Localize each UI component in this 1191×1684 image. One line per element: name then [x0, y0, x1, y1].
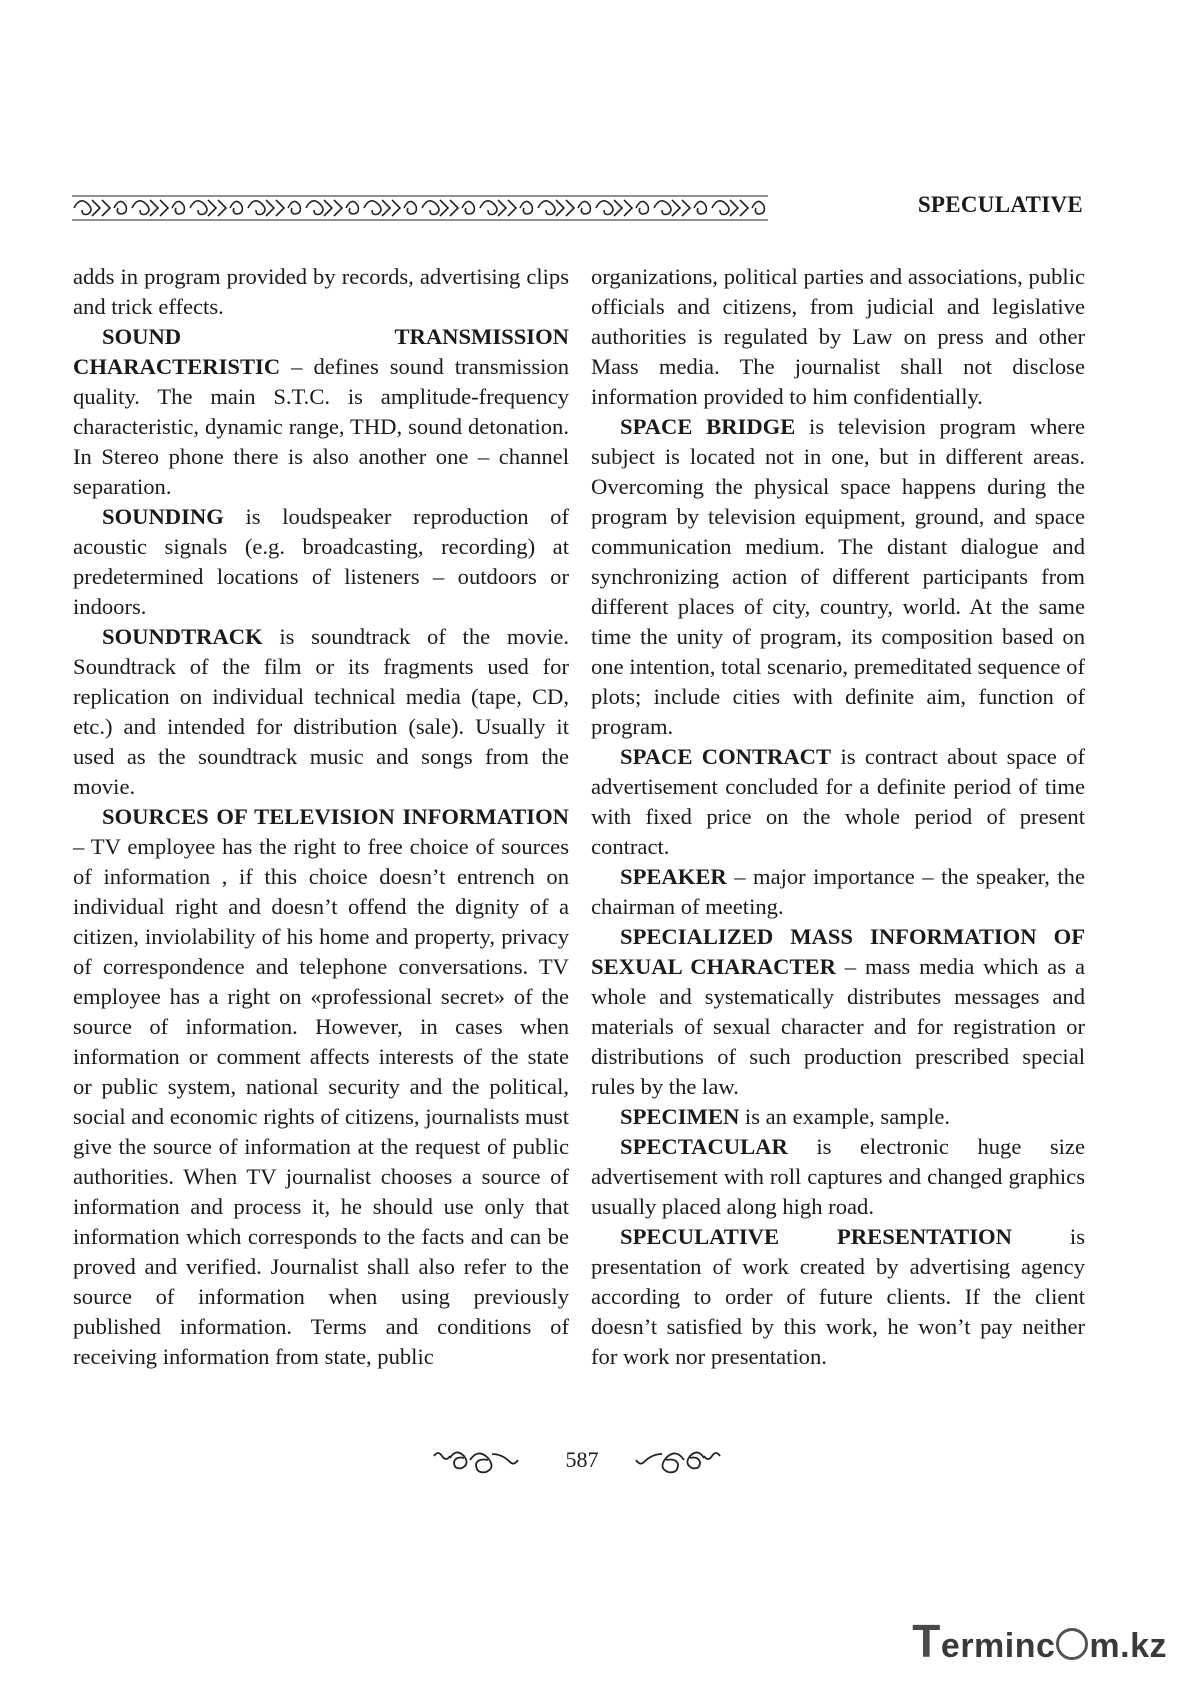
dictionary-entry [591, 262, 1085, 412]
watermark-tail: m.kz [1089, 1627, 1167, 1665]
dictionary-entry [591, 1132, 1085, 1222]
entry-term: SOURCES OF TELEVISION INFORMATION [102, 804, 569, 829]
dictionary-entry [591, 1222, 1085, 1372]
watermark-globe-icon [1056, 1628, 1088, 1660]
watermark-logo [912, 1614, 1167, 1668]
dictionary-entry [73, 322, 569, 502]
entry-definition: – defines sound transmission quality. The main S.T.C. is amplitude-frequency characteristic, dynamic range, THD, sound detonation. In Stereo phone there is also another one – channel separation. [73, 354, 569, 499]
watermark-text: erminc [940, 1627, 1056, 1665]
entry-term: SPECULATIVE PRESENTATION [620, 1224, 1012, 1249]
page-number: 587 [565, 1447, 599, 1472]
dictionary-entry [591, 922, 1085, 1102]
header-ornament [72, 190, 814, 226]
watermark-letter: T [912, 1615, 941, 1667]
dictionary-entry [591, 412, 1085, 742]
footer-ornament-right [634, 1446, 724, 1476]
entry-term: SPEAKER [620, 864, 727, 889]
entry-definition: is contract about space of advertisement concluded for a definite period of time with fixed price on the whole period of present contract. [591, 744, 1085, 859]
dictionary-entry [73, 802, 569, 1372]
entry-definition: – major importance – the speaker, the chairman of meeting. [591, 864, 1085, 919]
entry-term: SPACE BRIDGE [620, 414, 796, 439]
left-column [73, 262, 569, 1372]
dictionary-entry [591, 862, 1085, 922]
entry-definition: is presentation of work created by advertising agency according to order of future clients. If the client doesn’t satisfied by this work, he won’t pay neither for work nor presentation. [591, 1224, 1085, 1369]
entry-definition: is television program where subject is located not in one, but in different areas. Overcoming the physical space happens during the program by television equipment, ground, and space communication medium. The distant dialogue and synchronizing action of different participants from different places of city, country, world. At the same time the unity of program, its composition based on one intention, total scenario, premeditated sequence of plots; include cities with definite aim, function of program. [591, 414, 1085, 739]
entry-definition: is soundtrack of the movie. Soundtrack of the film or its fragments used for replication on individual technical media (tape, CD, etc.) and intended for distribution (sale). Usually it used as the soundtrack music and songs from the movie. [73, 624, 569, 799]
entry-term: SOUNDING [102, 504, 224, 529]
entry-definition: – mass media which as a whole and systematically distributes messages and materials of sexual character and for registration or distributions of such production prescribed special rules by the law. [591, 954, 1085, 1099]
entry-term: SOUNDTRACK [102, 624, 263, 649]
footer-ornament-left [430, 1446, 520, 1476]
entry-definition: is an example, sample. [739, 1104, 951, 1129]
running-head: SPECULATIVE [917, 192, 1083, 217]
right-column [591, 262, 1085, 1372]
dictionary-entry [73, 262, 569, 322]
entry-definition: is electronic huge size advertisement with roll captures and changed graphics usually placed along high road. [591, 1134, 1085, 1219]
entry-definition: – TV employee has the right to free choice of sources of information , if this choice doesn’t entrench on individual right and doesn’t offend the dignity of a citizen, inviolability of his home and property, privacy of correspondence and telephone conversations. TV employee has a right on «professional secret» of the source of information. However, in cases when information or comment affects interests of the state or public system, national security and the political, social and economic rights of citizens, journalists must give the source of information at the request of public authorities. When TV journalist chooses a source of information and process it, he should use only that information which corresponds to the facts and can be proved and verified. Journalist shall also refer to the source of information when using previously published information. Terms and conditions of receiving information from state, public [73, 834, 569, 1369]
dictionary-entry [591, 1102, 1085, 1132]
dictionary-entry [73, 502, 569, 622]
dictionary-entry [591, 742, 1085, 862]
entry-term: SPECIMEN [620, 1104, 740, 1129]
entry-term: SPECIALIZED MASS INFORMATION OF SEXUAL CHARACTER [591, 924, 1085, 979]
entry-definition: organizations, political parties and associations, public officials and citizens, from judicial and legislative authorities is regulated by Law on press and other Mass media. The journalist shall not disclose information provided to him confidentially. [591, 264, 1085, 409]
dictionary-entry [73, 622, 569, 802]
entry-term: SPACE CONTRACT [620, 744, 832, 769]
entry-term: SOUND TRANSMISSION CHARACTERISTIC [73, 324, 569, 379]
entry-term: SPECTACULAR [620, 1134, 788, 1159]
entry-definition: is loudspeaker reproduction of acoustic signals (e.g. broadcasting, recording) at predetermined locations of listeners – outdoors or indoors. [73, 504, 569, 619]
entry-definition: adds in program provided by records, advertising clips and trick effects. [73, 264, 569, 319]
